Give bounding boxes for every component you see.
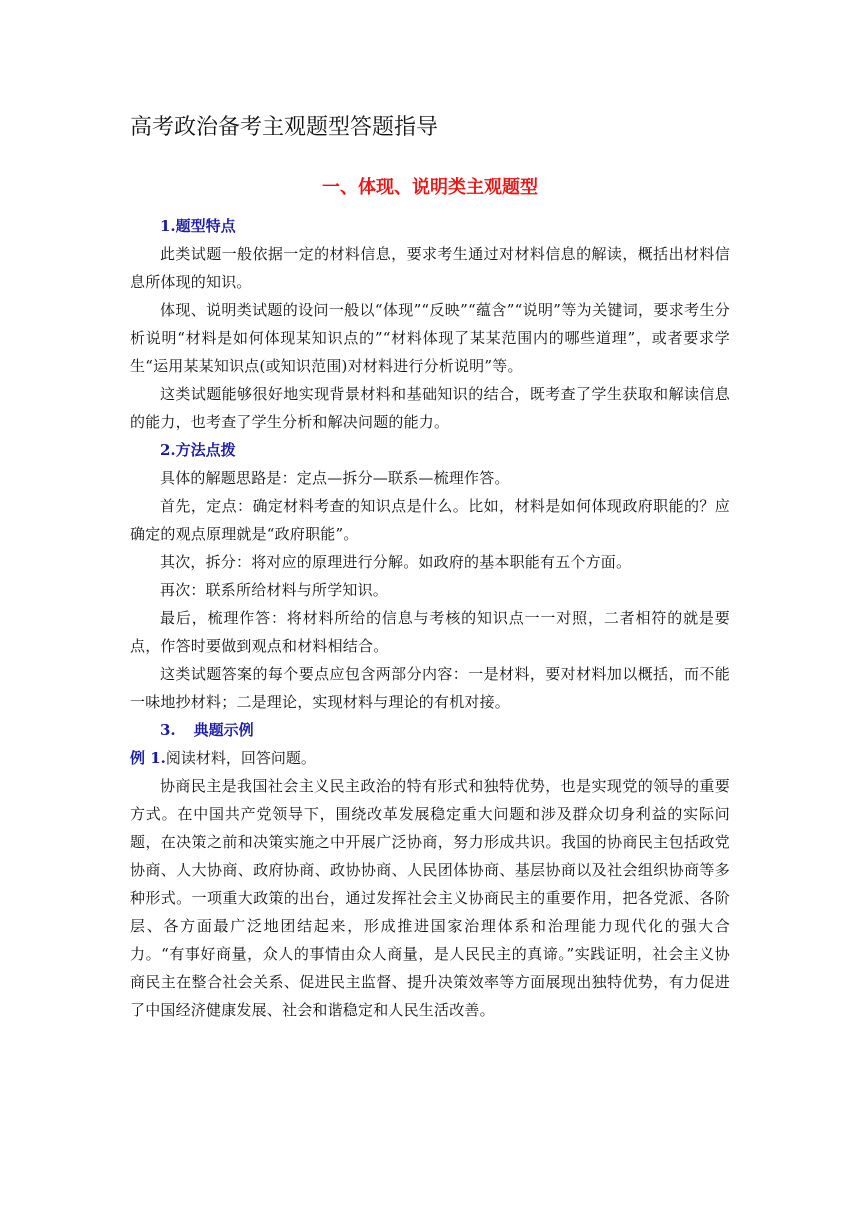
example-prompt-line [130,744,730,772]
section-title: 一、体现、说明类主观题型 [322,177,538,198]
example-prompt: 阅读材料，回答问题。 [165,749,316,767]
document-body [130,112,730,1024]
paragraph: 首先，定点：确定材料考查的知识点是什么。比如，材料是如何体现政府职能的？应确定的观点原理就是“政府职能”。 [130,497,730,543]
example-label: 例 1. [130,749,166,767]
paragraph: 其次，拆分：将对应的原理进行分解。如政府的基本职能有五个方面。 [160,553,632,571]
subheading-typical-examples [130,716,730,744]
paragraph: 再次：联系所给材料与所学知识。 [160,581,389,599]
document-title: 高考政治备考主观题型答题指导 [130,115,439,140]
paragraph: 最后，梳理作答：将材料所给的信息与考核的知识点一一对照，二者相符的就是要点，作答时要做到观点和材料相结合。 [130,609,730,655]
subheading-method-tips: 2.方法点拨 [160,441,236,459]
paragraph: 这类试题能够很好地实现背景材料和基础知识的结合，既考查了学生获取和解读信息的能力，也考查了学生分析和解决问题的能力。 [130,385,730,431]
subheading-question-features: 1.题型特点 [160,217,236,235]
subheading-label: 典题示例 [193,721,254,739]
subheading-number: 3. [160,721,176,739]
paragraph: 这类试题答案的每个要点应包含两部分内容：一是材料，要对材料加以概括，而不能一味地抄材料；二是理论，实现材料与理论的有机对接。 [130,665,730,711]
example-material: 协商民主是我国社会主义民主政治的特有形式和独特优势，也是实现党的领导的重要方式。在中国共产党领导下，围绕改革发展稳定重大问题和涉及群众切身利益的实际问题，在决策之前和决策实施之中开展广泛协商，努力形成共识。我国的协商民主包括政党协商、人大协商、政府协商、政协协商、人民团体协商、基层协商以及社会组织协商等多种形式。一项重大政策的出台，通过发挥社会主义协商民主的重要作用，把各党派、各阶层、各方面最广泛地团结起来，形成推进国家治理体系和治理能力现代化的强大合力。“有事好商量，众人的事情由众人商量，是人民民主的真谛。”实践证明，社会主义协商民主在整合社会关系、促进民主监督、提升决策效率等方面展现出独特优势，有力促进了中国经济健康发展、社会和谐稳定和人民生活改善。 [130,777,730,1019]
paragraph: 此类试题一般依据一定的材料信息，要求考生通过对材料信息的解读，概括出材料信息所体现的知识。 [130,245,730,291]
paragraph: 体现、说明类试题的设问一般以“体现”“反映”“蕴含”“说明”等为关键词，要求考生分析说明“材料是如何体现某知识点的”“材料体现了某某范围内的哪些道理”，或者要求学生“运用某某知识点(或知识范围)对材料进行分析说明”等。 [130,301,730,375]
paragraph: 具体的解题思路是：定点—拆分—联系—梳理作答。 [160,469,510,487]
